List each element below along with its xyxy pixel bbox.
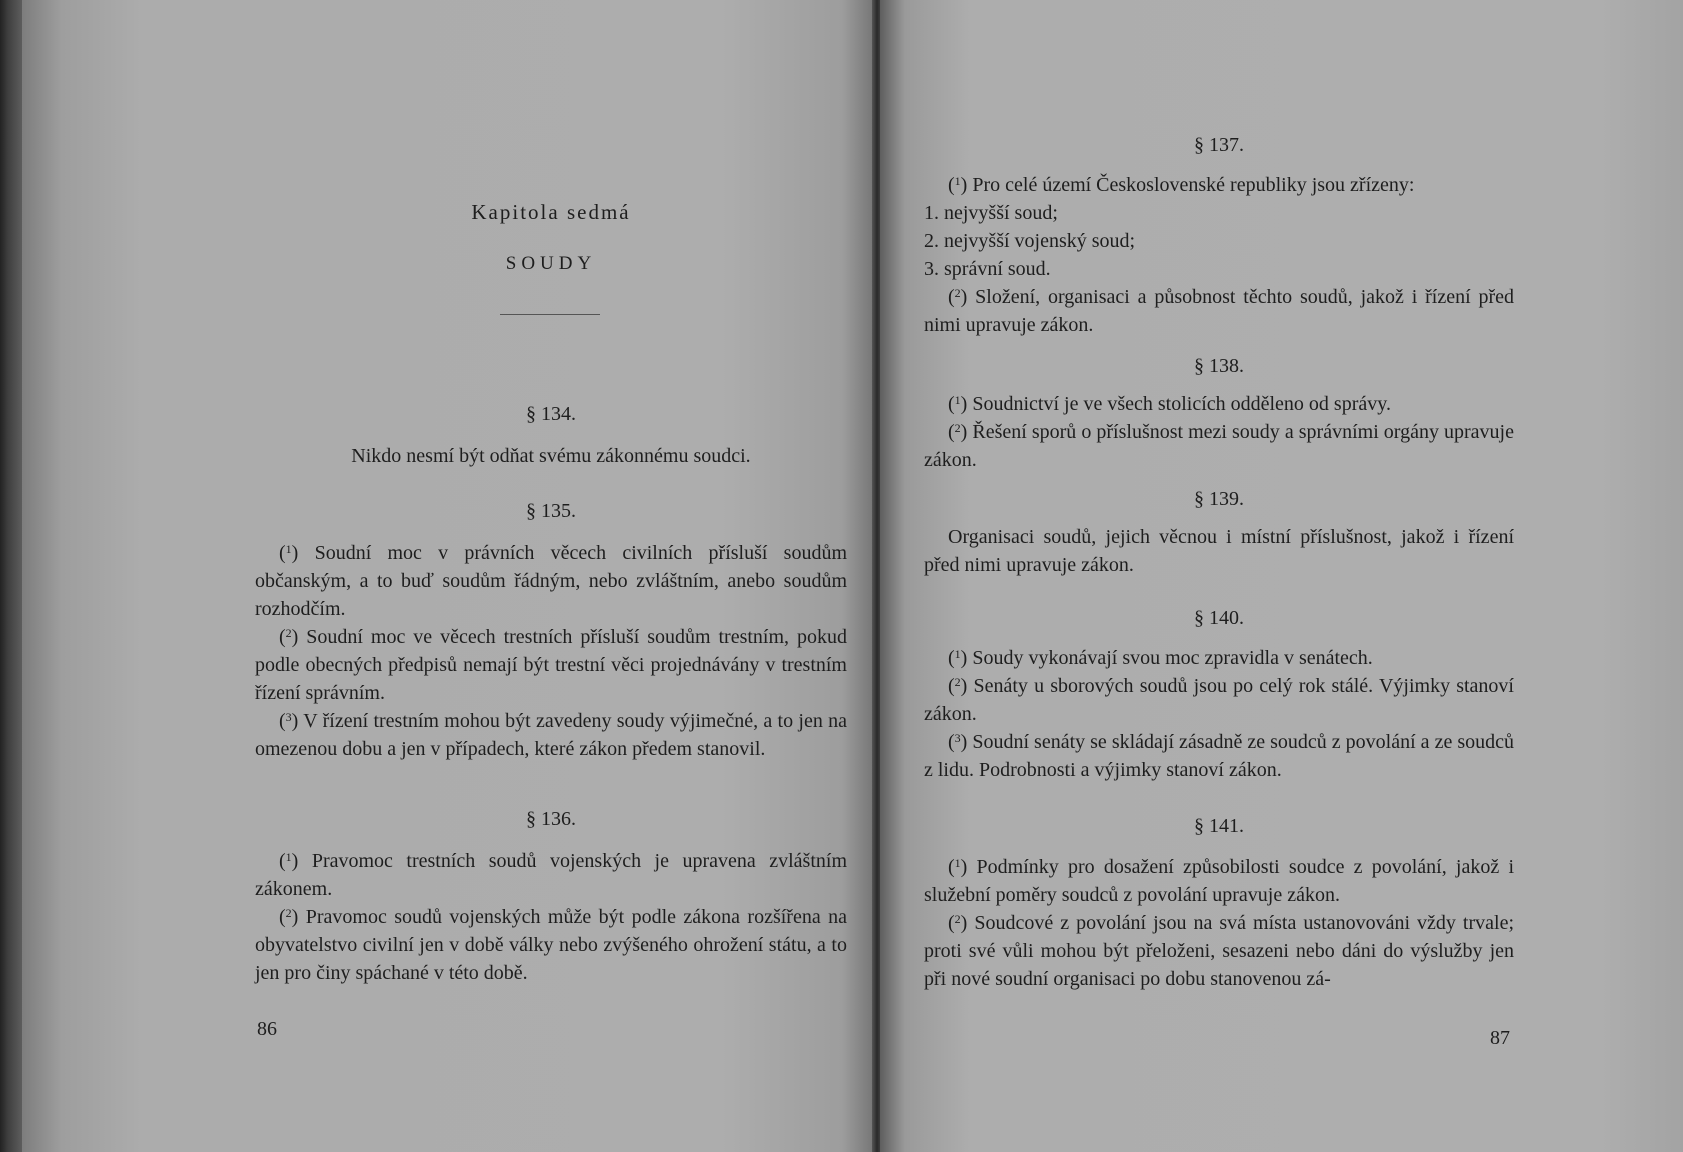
section-135-paragraph-1: ($^1$) Soudní moc v právních věcech civilních přísluší soudům občanským, a to buď soudům řádným, nebo zvláštním, anebo soudům rozhodčím.	[255, 542, 847, 620]
section-140-paragraph-1: ($^1$) Soudy vykonávají svou moc zpravidla v senátech.	[948, 647, 1373, 669]
list-item: 3. správní soud.	[924, 258, 1051, 280]
section-136-body	[255, 847, 847, 987]
chapter-subtitle: SOUDY	[505, 253, 597, 274]
section-140-paragraph-3: ($^3$) Soudní senáty se skládají zásadně ze soudců z povolání a ze soudců z lidu. Podrobnosti a výjimky stanoví zákon.	[924, 731, 1514, 781]
section-136-paragraph-2: ($^2$) Pravomoc soudů vojenských může být podle zákona rozšířena na obyvatelstvo civilní jen v době války nebo zvýšeného ohrožení státu, a to jen pro činy spáchané v této době.	[255, 906, 847, 984]
section-138-heading: § 138.	[1194, 355, 1244, 377]
page-number-right: 87	[1490, 1027, 1510, 1049]
section-136-paragraph-1: ($^1$) Pravomoc trestních soudů vojenských je upravena zvláštním zákonem.	[255, 850, 847, 900]
section-139-heading: § 139.	[1194, 488, 1244, 510]
section-141-body	[924, 853, 1514, 993]
section-134-text: Nikdo nesmí být odňat svému zákonnému soudci.	[351, 445, 751, 467]
section-141-heading: § 141.	[1194, 815, 1244, 837]
section-139-paragraph-1: Organisaci soudů, jejich věcnou i místní příslušnost, jakož i řízení před nimi upravuje zákon.	[924, 526, 1514, 576]
chapter-title: Kapitola sedmá	[471, 200, 631, 224]
section-135-paragraph-2: ($^2$) Soudní moc ve věcech trestních přísluší soudům trestním, pokud podle obecných předpisů nemají být trestní věci projednávány v trestním řízení správním.	[255, 626, 847, 704]
section-141-paragraph-2: ($^2$) Soudcové z povolání jsou na svá místa ustanovováni vždy trvale; proti své vůli mohou být přeloženi, sesazeni nebo dáni do výslužby jen při nové soudní organisaci po dobu stanovenou zá-	[924, 912, 1514, 990]
section-138-paragraph-1: ($^1$) Soudnictví je ve všech stolicích odděleno od správy.	[948, 393, 1391, 415]
section-140-paragraph-2: ($^2$) Senáty u sborových soudů jsou po celý rok stálé. Výjimky stanoví zákon.	[924, 675, 1514, 725]
page-number-left: 86	[257, 1018, 277, 1040]
section-137-paragraph-2: ($^2$) Složení, organisaci a působnost těchto soudů, jakož i řízení před nimi upravuje zákon.	[924, 286, 1514, 336]
list-item: 1. nejvyšší soud;	[924, 202, 1058, 224]
section-136-heading: § 136.	[526, 808, 576, 830]
page-stack-edge	[0, 0, 22, 1152]
section-139-body	[924, 523, 1514, 579]
section-138-paragraph-2: ($^2$) Řešení sporů o příslušnost mezi soudy a správními orgány upravuje zákon.	[924, 421, 1514, 471]
section-141-paragraph-1: ($^1$) Podmínky pro dosažení způsobilosti soudce z povolání, jakož i služební poměry soudců z povolání upravuje zákon.	[924, 856, 1514, 906]
list-item: 2. nejvyšší vojenský soud;	[924, 230, 1136, 252]
section-135-paragraph-3: ($^3$) V řízení trestním mohou být zavedeny soudy výjimečné, a to jen na omezenou dobu a jen v případech, které zákon předem stanovil.	[255, 710, 847, 760]
title-divider	[500, 314, 600, 315]
section-138-body	[924, 390, 1514, 474]
section-134-heading: § 134.	[526, 403, 576, 425]
section-140-body	[924, 644, 1514, 784]
section-135-heading: § 135.	[526, 500, 576, 522]
section-140-heading: § 140.	[1194, 607, 1244, 629]
section-137-body	[924, 171, 1514, 339]
section-137-heading: § 137.	[1194, 134, 1244, 156]
section-135-body	[255, 539, 847, 763]
section-137-paragraph-1: ($^1$) Pro celé území Československé republiky jsou zřízeny:	[948, 174, 1415, 196]
